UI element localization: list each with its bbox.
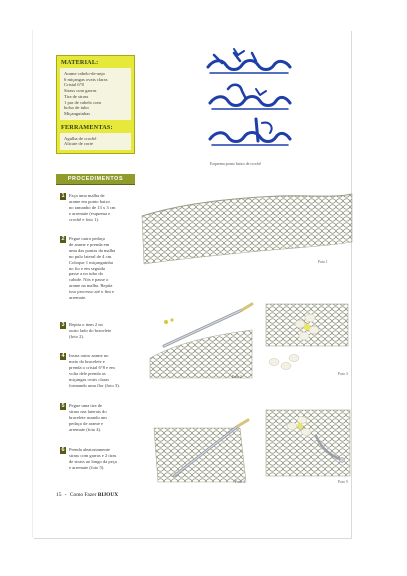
step-line: no fio e em seguida: [69, 265, 105, 271]
step-3: [60, 322, 140, 340]
step-line: strass nas laterais do: [69, 408, 107, 414]
step-line: Insira outro arame no: [69, 353, 109, 358]
step-line: de strass ao longo da peça: [69, 458, 117, 464]
step-line: bracelete usando um: [69, 414, 107, 420]
material-item: 1 par de cabelo com: [64, 99, 101, 105]
step-4: [60, 353, 140, 388]
step-line: Pegue uma tira de: [69, 403, 103, 408]
step-line: crochê e foto 1).: [69, 216, 100, 222]
step-text: [69, 353, 140, 388]
photo-1-wire-mesh: [140, 186, 355, 270]
step-line: Pegue outro pedaço: [69, 236, 106, 241]
step-text: [69, 447, 140, 471]
ferramentas-list: [60, 133, 131, 150]
step-line: arremate.: [69, 295, 87, 301]
material-heading: MATERIAL:: [61, 59, 99, 66]
step-line: e arremate (esquema e: [69, 210, 111, 216]
step-line: arame na malha. Repita: [69, 283, 113, 289]
step-line: (foto 2).: [69, 333, 85, 339]
foto-2-caption: Foto 2: [232, 375, 242, 379]
step-line: formando uma flor (foto 3).: [69, 382, 120, 388]
material-item: Strass com garras: [64, 88, 97, 94]
foto-3-caption: Foto 3: [338, 372, 348, 376]
step-line: volta dele prenda as: [69, 370, 106, 376]
step-text: [69, 322, 140, 340]
ferramentas-heading: FERRAMENTAS:: [61, 123, 113, 131]
photo-3-bead-flower: [262, 300, 352, 380]
step-number: 4: [61, 353, 65, 359]
step-line: Repita o item 2 no: [69, 322, 103, 327]
step-number: 2: [61, 236, 65, 242]
page-number: 15: [56, 492, 62, 498]
step-line: prenda o cristal 6°8 e em: [69, 364, 115, 370]
step-line: no pulo lateral de 4 cm.: [69, 253, 113, 259]
foto-1-caption: Foto 1: [318, 260, 328, 264]
step-line: Faça uma malha de: [69, 193, 105, 198]
step-line: pedaço de arame e: [69, 420, 104, 426]
magazine-title: Como Fazer: [69, 492, 97, 498]
magazine-brand: BIJOUX: [97, 492, 119, 498]
photo-2-bead-edge: [146, 300, 256, 382]
page-footer: [56, 492, 118, 498]
step-line: arremate (foto 4).: [69, 426, 102, 432]
step-5: [60, 403, 140, 433]
step-number: 6: [61, 447, 65, 453]
step-number: 3: [61, 322, 65, 328]
procedimentos-heading: PROCEDIMENTOS: [56, 174, 135, 185]
step-line: strass com garras e 2 tiras: [69, 452, 117, 458]
step-line: Coloque 1 miçanguinha: [69, 259, 113, 265]
step-text: [69, 403, 140, 433]
ferramentas-item: Agulha de crochê: [64, 135, 97, 141]
ferramentas-item: Alicate de corte: [64, 141, 94, 147]
material-item: 6 miçangas ovais claras: [64, 76, 108, 82]
material-item: bolso de tubo: [64, 105, 89, 111]
step-number: 5: [61, 403, 65, 409]
material-item: Miçanguinhas: [64, 110, 91, 116]
foto-4-caption: Foto 4: [235, 480, 245, 484]
materials-panel: [56, 55, 135, 154]
step-line: uma das pontas da malha: [69, 247, 116, 253]
material-list: [60, 68, 131, 120]
diagram-caption: Esquema ponto baixo de crochê: [210, 161, 262, 166]
step-line: outro lado do bracelete: [69, 327, 112, 333]
foto-5-caption: Foto 5: [338, 480, 348, 484]
step-6: [60, 447, 140, 471]
step-line: passe a no tubo do: [69, 271, 103, 277]
step-2: [60, 236, 140, 301]
step-line: miçangas ovais claras: [69, 376, 110, 382]
step-line: de arame e prenda em: [69, 241, 110, 247]
step-1: [60, 193, 140, 223]
crochet-diagram: [200, 45, 300, 160]
step-line: no tamanho de 13 x 3 cm: [69, 204, 116, 210]
step-number: 1: [61, 193, 65, 199]
step-line: cabide. Nós e passe o: [69, 277, 109, 283]
step-text: [69, 193, 140, 223]
step-text: [69, 236, 140, 301]
material-item: Tira de strass: [64, 93, 89, 99]
step-line: arame em ponto baixo: [69, 198, 110, 204]
footer-separator: -: [64, 492, 67, 498]
step-line: e arremate (foto 5).: [69, 464, 105, 470]
step-line: isso processo até o fim e: [69, 289, 115, 295]
material-item: Arame cabelo-de-anjo: [64, 71, 105, 76]
step-line: meio do bracelete e: [69, 358, 105, 364]
material-item: Cristal 6°8: [64, 82, 84, 88]
step-line: Prenda aleatoriamente: [69, 447, 110, 452]
photo-5-strass-claws: [262, 406, 354, 486]
